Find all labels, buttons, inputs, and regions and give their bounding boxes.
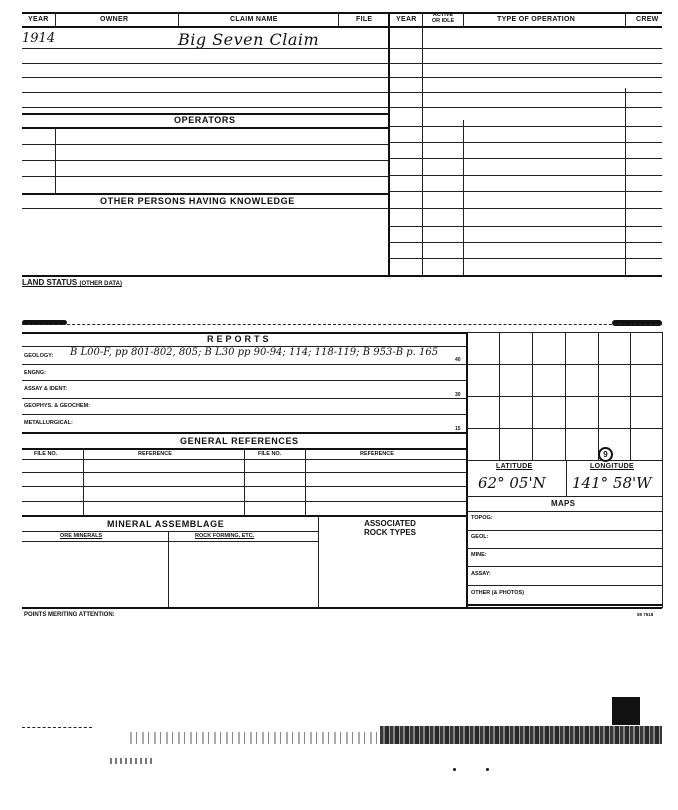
maps-row (466, 585, 662, 586)
right-row-line (388, 126, 662, 127)
ref-col (244, 448, 245, 515)
mineral-subheader-line (22, 531, 318, 532)
ref-bottom-line (22, 515, 466, 517)
header-claim-name: CLAIM NAME (230, 16, 278, 23)
scan-noise-band (380, 726, 662, 744)
right-row-line (388, 92, 662, 93)
ref-header-file-no-1: FILE NO. (34, 451, 58, 457)
land-status-label (22, 278, 122, 287)
grid-row (466, 460, 662, 461)
mineral-assemblage-heading: MINERAL ASSEMBLAGE (107, 519, 225, 529)
mineral-col (168, 531, 169, 607)
other-persons-heading: OTHER PERSONS HAVING KNOWLEDGE (100, 196, 295, 206)
reports-section-bottom (22, 607, 662, 609)
reports-geology-number: 40 (455, 357, 461, 363)
right-row-line (388, 48, 662, 49)
reports-metallurgical-number: 15 (455, 426, 461, 432)
header-bottom-line (22, 26, 662, 28)
left-row-line (22, 107, 388, 108)
right-row-line (388, 242, 662, 243)
header-type-of-operation: TYPE OF OPERATION (497, 16, 576, 23)
reports-row (22, 364, 466, 365)
ref-header-file-no-2: FILE NO. (258, 451, 282, 457)
general-references-heading: GENERAL REFERENCES (180, 436, 299, 446)
operators-row (22, 176, 388, 177)
maps-topog: TOPOG: (471, 515, 493, 521)
operators-heading: OPERATORS (174, 115, 236, 125)
maps-row (466, 530, 662, 531)
scan-dot (486, 768, 489, 771)
reports-geology-label: GEOLOGY: (24, 353, 54, 359)
mineral-col (318, 515, 319, 607)
scan-dot (453, 768, 456, 771)
longitude-value: 141° 58'W (572, 474, 652, 492)
col-divider (178, 12, 179, 26)
associated-rock-types-heading: ASSOCIATED ROCK TYPES (363, 519, 416, 537)
entry-claim-name: Big Seven Claim (178, 30, 320, 49)
points-meriting-attention: POINTS MERITING ATTENTION: (24, 612, 115, 618)
header-year2: YEAR (396, 16, 417, 23)
maps-row (466, 566, 662, 567)
col-divider (422, 12, 423, 26)
maps-top-line (466, 496, 662, 497)
maps-other: OTHER (& PHOTOS) (471, 590, 525, 596)
mineral-subheader-bottom (22, 541, 318, 542)
maps-heading: MAPS (551, 499, 576, 508)
operators-row (22, 144, 388, 145)
right-row-line (388, 191, 662, 192)
right-row-line (388, 226, 662, 227)
right-row-line (388, 208, 662, 209)
right-row-line (388, 77, 662, 78)
maps-heading-line (466, 511, 662, 512)
scan-specks (110, 758, 155, 764)
right-col-line (625, 88, 626, 275)
maps-row (466, 548, 662, 549)
reports-row (22, 398, 466, 399)
header-top-line (22, 12, 662, 14)
grid-row (466, 396, 662, 397)
rock-forming-heading: ROCK FORMING, ETC. (195, 533, 255, 539)
other-persons-bottom-line (22, 208, 388, 209)
maps-assay: ASSAY: (471, 571, 491, 577)
ref-col (83, 448, 84, 515)
reports-engng-label: ENGNG: (24, 370, 46, 376)
col-divider (338, 12, 339, 26)
right-row-line (388, 142, 662, 143)
reports-heading: REPORTS (207, 334, 272, 344)
maps-bottom-line (466, 604, 662, 606)
top-section-bottom-line (22, 275, 662, 277)
ref-header-reference-2: REFERENCE (360, 451, 394, 457)
scan-dash (22, 727, 92, 728)
reports-row (22, 414, 466, 415)
reports-top-dash (22, 324, 662, 325)
ore-minerals-heading: ORE MINERALS (60, 533, 103, 539)
header-crew: CREW (636, 16, 659, 23)
other-persons-top-line (22, 193, 388, 195)
col-divider (55, 12, 56, 26)
land-status-text: LAND STATUS (22, 278, 78, 287)
left-row-line (22, 92, 388, 93)
land-status-sub: (OTHER DATA) (79, 281, 122, 287)
left-row-line (22, 63, 388, 64)
grid-row (466, 428, 662, 429)
header-active-or-idle: ACTIVE OR IDLE (431, 12, 455, 24)
reports-geology-value: B L00-F, pp 801-802, 805; B L30 pp 90-94; 114; 118-119; B 953-B p. 165 (70, 347, 439, 358)
right-row-line (388, 107, 662, 108)
col-divider (625, 12, 626, 26)
reports-assay-number: 30 (455, 392, 461, 398)
form-number: 59 7518 (637, 612, 654, 617)
scan-mark (612, 320, 662, 326)
maps-geol: GEOL: (471, 534, 489, 540)
maps-mine: MINE: (471, 552, 487, 558)
entry-year: 1914 (22, 31, 56, 46)
longitude-label: LONGITUDE (590, 463, 634, 470)
header-owner: OWNER (100, 16, 129, 23)
reports-bottom-line (22, 432, 466, 434)
reports-row (22, 380, 466, 381)
right-col-line (463, 120, 464, 275)
scan-black-square (612, 697, 640, 725)
lat-long-divider (566, 460, 567, 496)
right-row-line (388, 175, 662, 176)
grid-row (466, 364, 662, 365)
reports-assay-label: ASSAY & IDENT: (24, 386, 68, 392)
reports-metallurgical-label: METALLURGICAL: (24, 420, 73, 426)
header-year: YEAR (28, 16, 49, 23)
header-file: FILE (356, 16, 373, 23)
ref-col (305, 448, 306, 515)
right-row-line (388, 63, 662, 64)
left-row-line (22, 77, 388, 78)
right-row-line (388, 158, 662, 159)
latitude-label: LATITUDE (496, 463, 533, 470)
ref-header-reference-1: REFERENCE (138, 451, 172, 457)
main-vertical-divider (388, 12, 390, 275)
operators-bottom-line (22, 127, 388, 129)
location-circle-number: 9 (598, 447, 613, 462)
latitude-value: 62° 05'N (478, 474, 546, 492)
right-row-line (388, 258, 662, 259)
col-divider (463, 12, 464, 26)
scan-noise-band-light (130, 732, 380, 744)
location-box-right (662, 332, 663, 608)
location-box-top (466, 332, 662, 333)
reports-geophys-label: GEOPHYS. & GEOCHEM: (24, 403, 91, 409)
operators-row (22, 160, 388, 161)
